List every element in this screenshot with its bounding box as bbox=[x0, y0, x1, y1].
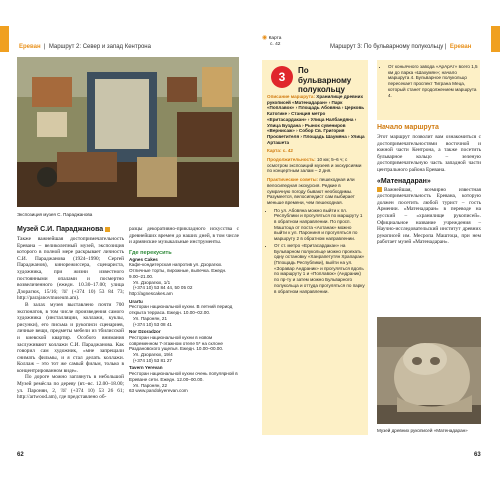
route-start-text: Этот маршрут позволит вам ознакомиться с достопримечательностями восточной и южной части Кентрона, а также посетить бульварное кольцо – зеленую достопримечательную часть западной части центрального района Еревана. bbox=[377, 134, 481, 173]
connection-note bbox=[381, 64, 478, 98]
where-to-eat-title: Где перекусить bbox=[129, 249, 172, 256]
restaurant-desc: Кафе-кондитерская напротив ул. Дзорагюх. Отличные торты, пирожные, выпечка. Ежедн. 9.00–21.00. bbox=[129, 262, 227, 279]
restaurant-item bbox=[129, 329, 239, 363]
restaurant-addr: Ул. Паронян, 22 bbox=[133, 382, 168, 388]
route-details: Описание маршрута: Хранилище древних рукописей «Матенадаран» › Парк «Поплавок» › Площадь Абовяна › Церковь Катогике › Станция метро «Еритасардакан» › Улица Налбандяна › Улица Буздана › Рынок сувениров «Вернисаж» › Собор Св. Григория Просветителя › Площадь Шаумяна › Улица Арташета Карта: с. 42 Продолжительность: 10 км; 5–6 ч; с осмотром экспозиций музеев и экскурсиями по концертным залам – 2 дня. Практические советы: пешеходная или велосипедная экскурсия. Редкие в сумрачную погоду бывают необходимы. Разумеется, велосипедист сам выбирает меньше времени, чем пешеходная. • По ул. Абовяна можно выйти к пл. Республики и прогуляться по маршруту 1 в обратном направлении. По просп. Маштоца от поста «Ахтанак» можно выйти к ул. Парониня и прогуляться по маршруту 2 в обратном направлении. • От ст. метро «Еритасардакан» на Бульварном полукольце можно проехать одну остановку «Ханрапетутян Храпарак» (Площадь Республики), выйти на ул. «Зоравар Андраник» и прогуляться вдоль по маршруту 1 и «Поплавок» (Андраник) по пр-ту и затем можно Бульварного полукольца и оттуда прогуляться по парку в обратном направлении. bbox=[267, 94, 365, 295]
restaurant-phone: (+374 10) 53 81 27 bbox=[133, 357, 172, 363]
museum-paragraph-3: По дороге можно заглянуть в небольшой Музей ремёсла по дереву (вт.–вс. 12.00–18.00; ул. Паронян, 2, ☏ (+374 10) 53 26 61; http://artwood.am), где представлено об- bbox=[17, 374, 124, 401]
museum-paragraph-1: Также важнейшая достопримечательность Еревана – великолепный музей, экспозиция которого в полной мере раскрывает личность С.И. Параджанова (1924–1990; Сергей Параджанов), кинорежиссера, сценариста, художника, при жизни известного постоянными опалами и посмертно возвеличенного (ежедн. 10.30–17.00; улица Дзорагюх, 15/16; ☏ (+374 10) 53 84 73; http://parajanovmuseum.am). bbox=[17, 236, 124, 302]
tips-list bbox=[267, 208, 365, 295]
restaurant-item bbox=[129, 299, 239, 328]
restaurant-web[interactable]: 63 www.pandokyerevan.com bbox=[129, 388, 188, 394]
restaurant-addr: Ул. Дзорагюх, 1/1 bbox=[133, 279, 171, 285]
matenadaran-statue-photo bbox=[377, 317, 481, 424]
matenadaran-text: Важнейшая, всемирно известная достопримечательность Еревана, которую должен посетить любой турист – гость Армении. «Матенадаран» в переводе на русский – «хранилище рукописей». Официальное название учреждения – Научно-исследовательский институт древних рукописей им. Месропа Маштоца, при нем работает музей «Матенадаран». bbox=[377, 186, 481, 246]
statue-photo-caption: Музей древних рукописей «Матенадаран» bbox=[377, 428, 468, 433]
museum-icon bbox=[105, 227, 110, 232]
tip-item: • По ул. Абовяна можно выйти к пл. Республики и прогуляться по маршруту 1 в обратном направлении. По просп. Маштоца от поста «Ахтанак» можно выйти к ул. Парониня и прогуляться по маршруту 2 в обратном направлении. bbox=[274, 208, 365, 242]
restaurant-item bbox=[129, 257, 239, 297]
right-page-tab bbox=[491, 26, 500, 52]
restaurant-name: Agnes Cakes bbox=[129, 256, 158, 262]
right-running-header: Маршрут 3: По бульварному полукольцу | Ереван bbox=[330, 44, 472, 50]
restaurant-name: Tavern Yerevan bbox=[129, 365, 163, 371]
route-info-box bbox=[262, 60, 368, 435]
tip-item: • От ст. метро «Еритасардакан» на Бульварном полукольце можно проехать одну остановку «Ханрапетутян Храпарак» (Площадь Республики), выйти на ул. «Зоравар Андраник» и прогуляться вдоль по маршруту 1 и «Поплавок» (Андраник) по пр-ту и затем можно Бульварного полукольца и оттуда прогуляться по парку в обратном направлении. bbox=[274, 243, 365, 294]
left-running-header: Ереван | Маршрут 2: Север и запад Кентрона bbox=[19, 44, 151, 50]
restaurant-addr: Ул. Паронян, 21 bbox=[133, 315, 168, 321]
restaurant-name: Urartu bbox=[129, 298, 143, 304]
restaurant-list bbox=[129, 257, 239, 394]
left-page-tab bbox=[0, 26, 9, 52]
restaurant-desc: Ресторан национальной кухни очень популярной в Ереване сети. Ежедн. 12.00–00.00. bbox=[129, 371, 238, 382]
restaurant-phone: (+374 10) 53 84 44, 50 05 02 bbox=[133, 285, 193, 291]
restaurant-item bbox=[129, 365, 239, 394]
restaurant-desc: Ресторан национальной кухни в новом современном 7-этажном отеле 5* на склоне Раздановского ущелья. Ежедн. 10.00–00.00. bbox=[129, 334, 224, 352]
map-reference: ◉ Карта с. 42 bbox=[262, 35, 282, 47]
restaurant-name: Nor Dzoradzor bbox=[129, 329, 161, 335]
matenadaran-title: «Матенадаран» bbox=[377, 177, 431, 185]
left-page-number: 62 bbox=[17, 452, 24, 458]
restaurant-web[interactable]: http://agnescakes.am bbox=[129, 291, 173, 296]
map-pin-icon: ◉ bbox=[262, 35, 268, 41]
photo-caption: Экспозиция музея С. Параджанова bbox=[17, 212, 93, 217]
sight-icon bbox=[377, 187, 382, 192]
museum-interior-photo bbox=[17, 57, 239, 207]
restaurant-addr: Ул. Дзорагюх, 19/4 bbox=[133, 352, 173, 358]
museum-title: Музей С.И. Параджанова bbox=[17, 226, 124, 234]
connection-note-box bbox=[377, 60, 480, 120]
connection-note-item: • От коньячного завода «АрАрАт» всего 1,5 км до парка «Шахумян»; начало маршрута 4. Бульварное полукольцо пересекает проспект Тиграна Меца, который станет продолжением маршрута 4. bbox=[388, 64, 478, 98]
route-title: По бульварному полукольцу bbox=[298, 66, 352, 94]
route-start-title: Начало маршрута bbox=[377, 124, 439, 131]
route-number-badge: 3 bbox=[271, 66, 293, 88]
museum-paragraph-2: В залах музея выставлено почти 700 экспонатов, в том числе произведения самого художника (инсталляции, коллажи, куклы, рисунки), его письма и рукописи сценариев, личные вещи, предметы мебели из тбилисской и киевской квартир. Особого внимания заслуживают коллажи С.И. Параджанова. Как говорил сам художник, «мне запрещали снимать фильмы, и я стал делать коллажи. Коллаж – это тот же самый фильм, только в концентрированном виде». bbox=[17, 301, 124, 374]
museum-paragraph-continued: разцы декоративно-прикладного искусства с древнейших времен до наших дней, в том числе и армянские музыкальные инструменты. bbox=[129, 226, 239, 246]
right-page-number: 63 bbox=[474, 452, 481, 458]
restaurant-desc: Ресторан национальной кухни. В летний период открыта терраса. Ежедн. 10.00–02.00. bbox=[129, 304, 233, 316]
restaurant-phone: (+374 10) 53 08 41 bbox=[133, 321, 172, 327]
